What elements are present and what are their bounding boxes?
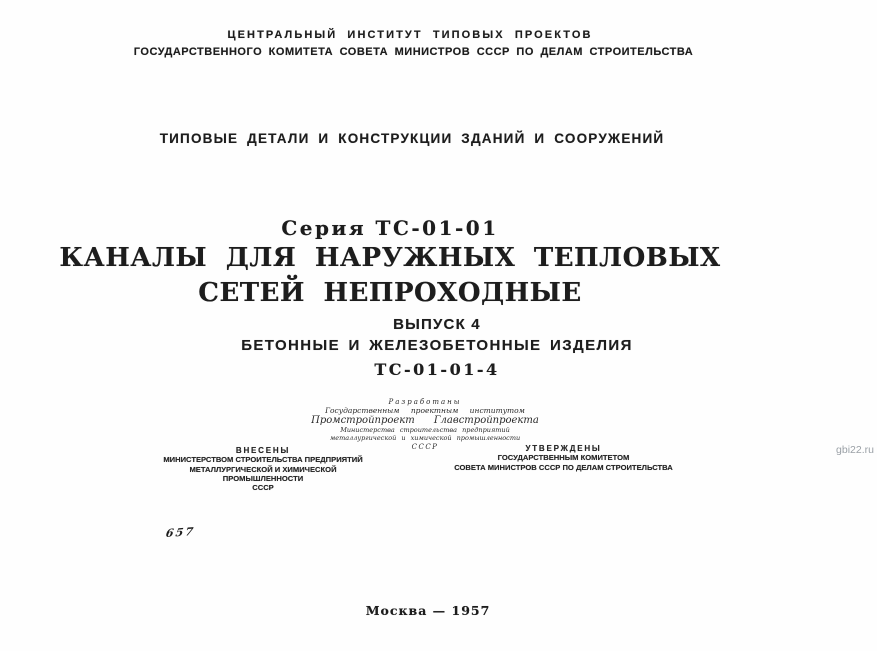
developed-by-line: СССР bbox=[411, 443, 439, 451]
developed-by-line: металлургической и химической промышленности bbox=[329, 434, 521, 442]
issue-label: ВЫПУСК 4 bbox=[393, 316, 481, 333]
submitted-by-line: МЕТАЛЛУРГИЧЕСКОЙ И ХИМИЧЕСКОЙ ПРОМЫШЛЕННОСТИ bbox=[189, 464, 337, 483]
submitted-by-heading: ВНЕСЕНЫ bbox=[235, 446, 291, 455]
submitted-by-block bbox=[153, 446, 373, 492]
issue-subject: БЕТОННЫЕ И ЖЕЛЕЗОБЕТОННЫЕ ИЗДЕЛИЯ bbox=[241, 337, 633, 354]
approved-by-line: СОВЕТА МИНИСТРОВ СССР ПО ДЕЛАМ СТРОИТЕЛЬСТВА bbox=[454, 462, 673, 472]
developed-by-heading: Разработаны bbox=[388, 398, 462, 406]
developed-by-block bbox=[0, 398, 850, 451]
document-code: ТС-01-01-4 bbox=[374, 360, 500, 379]
developed-by-line: Промстройпроект Главстройпроекта bbox=[311, 415, 539, 426]
developed-by-line: Министерства строительства предприятий bbox=[340, 426, 510, 434]
submitted-by-line: СССР bbox=[252, 483, 274, 493]
submitted-by-line: МИНИСТЕРСТВОМ СТРОИТЕЛЬСТВА ПРЕДПРИЯТИЙ bbox=[163, 455, 363, 465]
approved-by-line: ГОСУДАРСТВЕННЫМ КОМИТЕТОМ bbox=[497, 453, 630, 463]
developed-by-line: Государственным проектным институтом bbox=[325, 406, 525, 415]
series-label: Серия ТС-01-01 bbox=[281, 216, 499, 240]
main-title-line-1: КАНАЛЫ ДЛЯ НАРУЖНЫХ ТЕПЛОВЫХ bbox=[59, 243, 721, 273]
main-title-line-2: СЕТЕЙ НЕПРОХОДНЫЕ bbox=[198, 278, 582, 308]
imprint-city-year: Москва — 1957 bbox=[365, 603, 491, 618]
institute-header-line-2: ГОСУДАРСТВЕННОГО КОМИТЕТА СОВЕТА МИНИСТРОВ СССР ПО ДЕЛАМ СТРОИТЕЛЬСТВА bbox=[133, 46, 694, 58]
institute-header-line-1: ЦЕНТРАЛЬНЫЙ ИНСТИТУТ ТИПОВЫХ ПРОЕКТОВ bbox=[227, 29, 593, 41]
approved-by-block bbox=[445, 444, 682, 472]
site-watermark: gbi22.ru bbox=[836, 444, 874, 456]
approved-by-heading: УТВЕРЖДЕНЫ bbox=[525, 444, 602, 453]
handwritten-number: 657 bbox=[164, 525, 197, 540]
document-subject-line: ТИПОВЫЕ ДЕТАЛИ И КОНСТРУКЦИИ ЗДАНИЙ И СООРУЖЕНИЙ bbox=[159, 131, 665, 146]
